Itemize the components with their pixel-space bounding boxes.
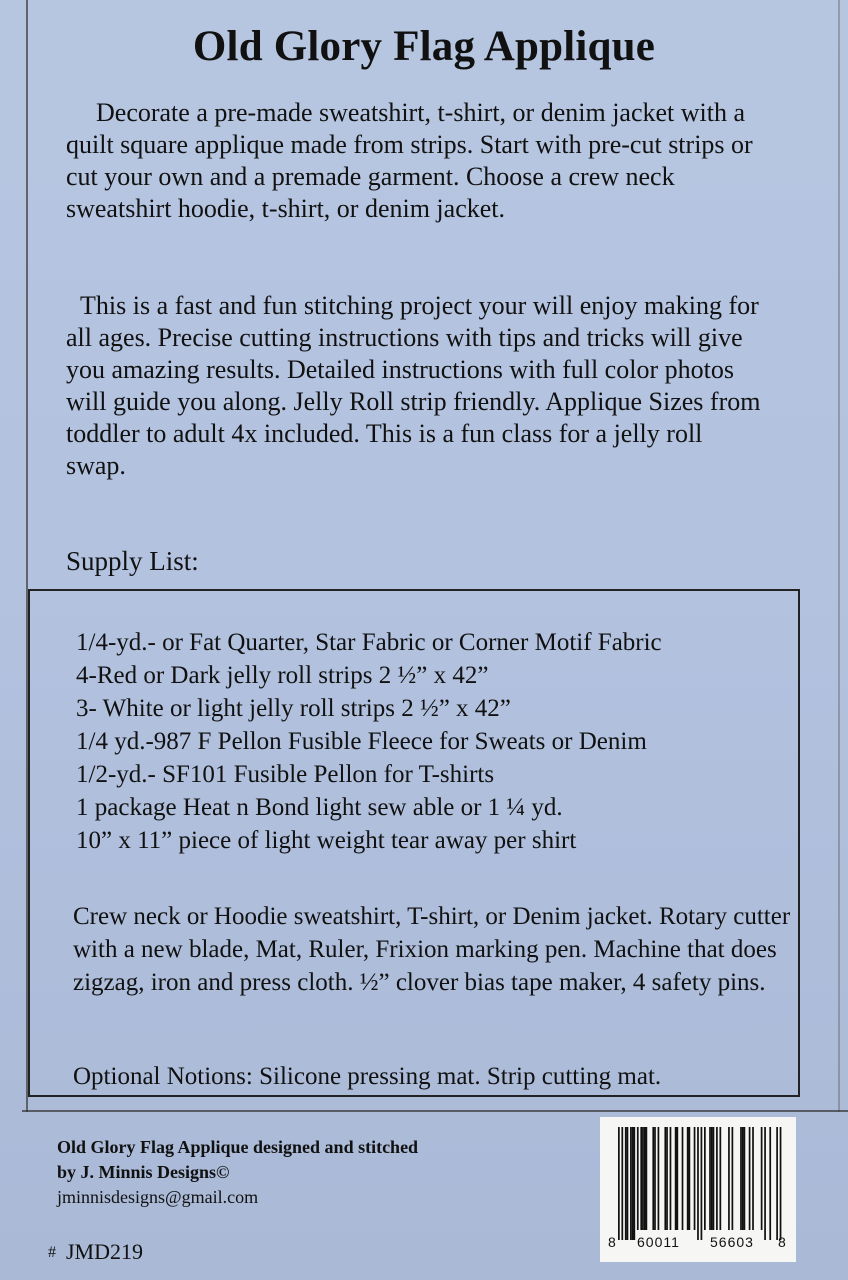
supply-item: 1/2-yd.- SF101 Fusible Pellon for T-shirts — [76, 761, 495, 788]
barcode-bar — [689, 1127, 691, 1230]
barcode-bar — [749, 1127, 751, 1230]
barcode-bar — [713, 1127, 715, 1230]
barcode-bar — [637, 1127, 639, 1230]
barcode-bar — [694, 1127, 696, 1230]
barcode-bar — [682, 1127, 684, 1230]
barcode-bar — [621, 1127, 623, 1240]
supply-item: 10” x 11” piece of light weight tear away per shirt — [76, 827, 577, 854]
barcode-bar — [764, 1127, 766, 1240]
credit-line-1: Old Glory Flag Applique designed and stitched — [57, 1137, 419, 1157]
barcode-bar — [654, 1127, 656, 1230]
barcode-bar — [642, 1127, 644, 1230]
supply-item: 1 package Heat n Bond light sew able or 1 ¼ yd. — [76, 794, 563, 821]
notions-paragraph: Crew neck or Hoodie sweatshirt, T-shirt, or Denim jacket. Rotary cutter with a new blade, Mat, Ruler, Frixion marking pen. Machine that does zigzag, iron and press cloth. ½” clover bias tape maker, 4 safety pins. — [73, 903, 791, 996]
supply-item: 4-Red or Dark jelly roll strips 2 ½” x 42” — [76, 662, 489, 689]
barcode-bar — [719, 1127, 721, 1230]
barcode-bar — [670, 1127, 672, 1230]
barcode-bar — [640, 1127, 642, 1230]
barcode-bar — [618, 1127, 620, 1240]
description-paragraph: This is a fast and fun stitching project your will enjoy making for all ages. Precise cutting instructions with tips and tricks will give you amazing results. Detailed instructions with full color photos will guide you along. Jelly Roll strip friendly. Applique Sizes from toddler to adult 4x included. This is a fun class for a jelly roll swap. — [66, 291, 761, 480]
barcode-bar — [664, 1127, 666, 1230]
barcode-bar — [744, 1127, 746, 1230]
barcode-bar — [646, 1127, 648, 1230]
barcode-bar — [742, 1127, 744, 1230]
barcode-bar — [632, 1127, 634, 1240]
barcode-bar — [709, 1127, 711, 1230]
page-title: Old Glory Flag Applique — [192, 23, 656, 70]
barcode-bar — [711, 1127, 713, 1230]
barcode-check-digit: 8 — [778, 1234, 786, 1250]
supply-item: 3- White or light jelly roll strips 2 ½” x 42” — [76, 695, 511, 722]
barcode-right-digits: 56603 — [710, 1234, 754, 1250]
barcode-bar — [633, 1127, 635, 1240]
barcode-bar — [666, 1127, 668, 1230]
barcode-bar — [740, 1127, 742, 1230]
sku-code: JMD219 — [66, 1239, 144, 1264]
sku-number — [48, 1239, 143, 1265]
barcode-bar — [630, 1127, 632, 1240]
barcode-bar — [675, 1127, 677, 1230]
barcode-bar — [625, 1127, 627, 1240]
barcode-bar — [627, 1127, 629, 1240]
barcode — [600, 1117, 796, 1262]
supply-list-heading: Supply List: — [66, 546, 199, 576]
barcode-bar — [769, 1127, 771, 1240]
barcode-bar — [761, 1127, 763, 1230]
barcode-left-digits: 60011 — [637, 1234, 680, 1250]
barcode-bar — [780, 1127, 782, 1240]
sku-hash: # — [48, 1244, 56, 1261]
barcode-bar — [752, 1127, 754, 1230]
barcode-bar — [728, 1127, 730, 1230]
barcode-bar — [652, 1127, 654, 1230]
barcode-bar — [704, 1127, 706, 1230]
supply-item: 1/4-yd.- or Fat Quarter, Star Fabric or Corner Motif Fabric — [76, 629, 662, 656]
barcode-bars — [600, 1117, 796, 1262]
barcode-bar — [716, 1127, 718, 1230]
intro-paragraph: Decorate a pre-made sweatshirt, t-shirt, or denim jacket with a quilt square applique made from strips. Start with pre-cut strips or cut your own and a premade garment. Choose a crew neck sweatshirt hoodie, t-shirt, or denim jacket. — [66, 98, 753, 223]
barcode-bar — [697, 1127, 699, 1240]
footer-divider — [22, 1110, 848, 1112]
barcode-bar — [658, 1127, 660, 1230]
barcode-bar — [701, 1127, 703, 1240]
barcode-bar — [776, 1127, 778, 1240]
designer-credit — [57, 1135, 557, 1210]
supply-list — [76, 626, 816, 857]
barcode-bar — [676, 1127, 678, 1230]
credit-line-2: by J. Minnis Designs© — [57, 1162, 230, 1182]
designer-email: jminnisdesigns@gmail.com — [57, 1187, 259, 1207]
barcode-bar — [687, 1127, 689, 1230]
barcode-bar — [644, 1127, 646, 1230]
barcode-bar — [732, 1127, 734, 1230]
optional-notions: Optional Notions: Silicone pressing mat. Strip cutting mat. — [73, 1063, 662, 1090]
right-border-line — [838, 0, 840, 1112]
barcode-first-digit: 8 — [608, 1234, 616, 1250]
supply-item: 1/4 yd.-987 F Pellon Fusible Fleece for Sweats or Denim — [76, 728, 647, 755]
